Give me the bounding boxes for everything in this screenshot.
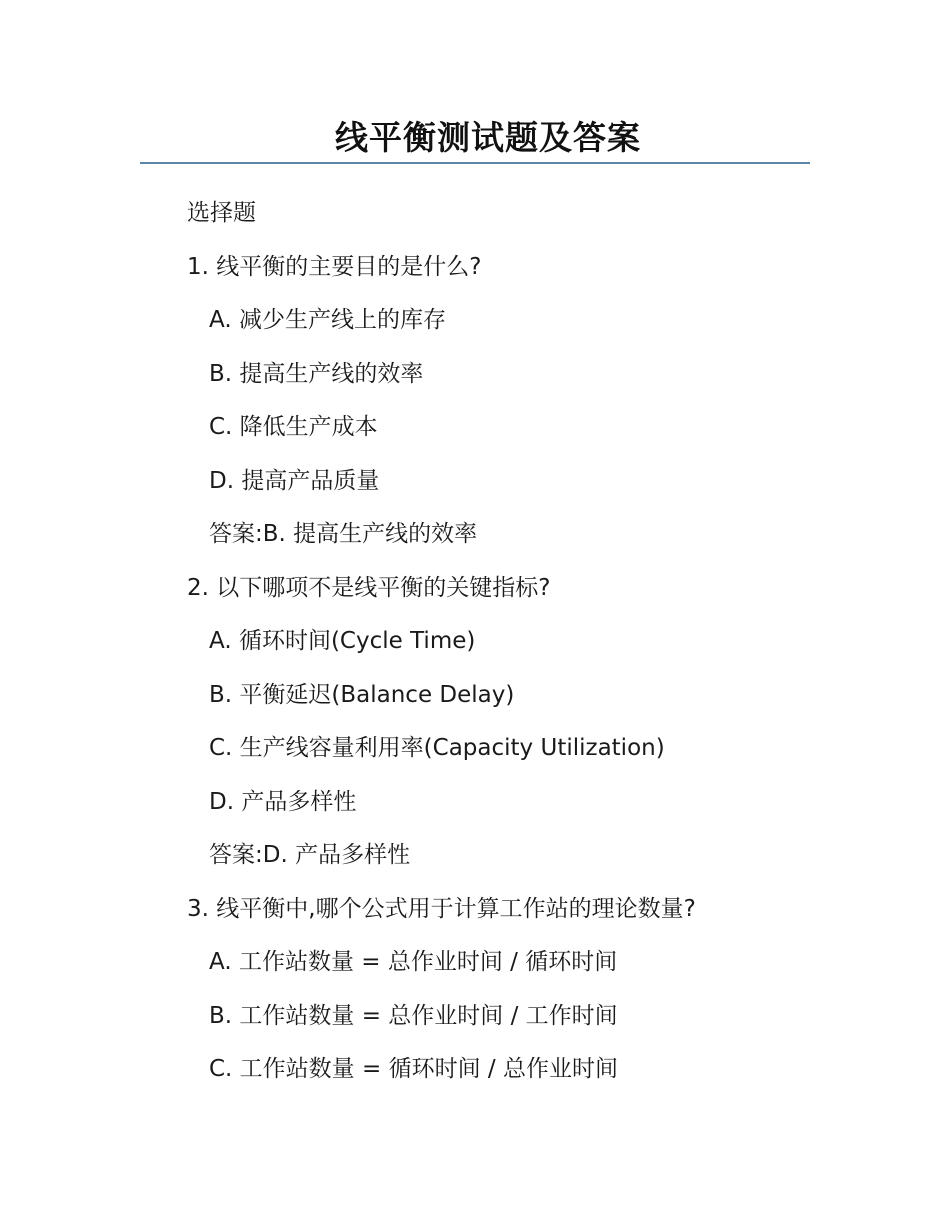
question-2-option-d: D. 产品多样性 (209, 789, 357, 815)
question-3-stem: 3. 线平衡中,哪个公式用于计算工作站的理论数量? (187, 896, 696, 922)
question-1-answer: 答案:B. 提高生产线的效率 (209, 521, 478, 547)
question-2-answer: 答案:D. 产品多样性 (209, 842, 411, 868)
section-heading: 选择题 (187, 200, 256, 226)
question-3-option-a: A. 工作站数量 = 总作业时间 / 循环时间 (209, 949, 618, 975)
question-1-option-c: C. 降低生产成本 (209, 414, 378, 440)
question-1-option-a: A. 减少生产线上的库存 (209, 307, 446, 333)
document-title: 线平衡测试题及答案 (335, 118, 641, 157)
question-1-stem: 1. 线平衡的主要目的是什么? (187, 254, 482, 280)
question-1-option-d: D. 提高产品质量 (209, 468, 380, 494)
question-2-option-b: B. 平衡延迟(Balance Delay) (209, 682, 515, 708)
question-1-option-b: B. 提高生产线的效率 (209, 361, 424, 387)
question-3-option-b: B. 工作站数量 = 总作业时间 / 工作时间 (209, 1003, 618, 1029)
question-2-option-a: A. 循环时间(Cycle Time) (209, 628, 476, 654)
title-underline (140, 162, 810, 164)
question-2-stem: 2. 以下哪项不是线平衡的关键指标? (187, 575, 551, 601)
question-2-option-c: C. 生产线容量利用率(Capacity Utilization) (209, 735, 665, 761)
question-3-option-c: C. 工作站数量 = 循环时间 / 总作业时间 (209, 1056, 618, 1082)
